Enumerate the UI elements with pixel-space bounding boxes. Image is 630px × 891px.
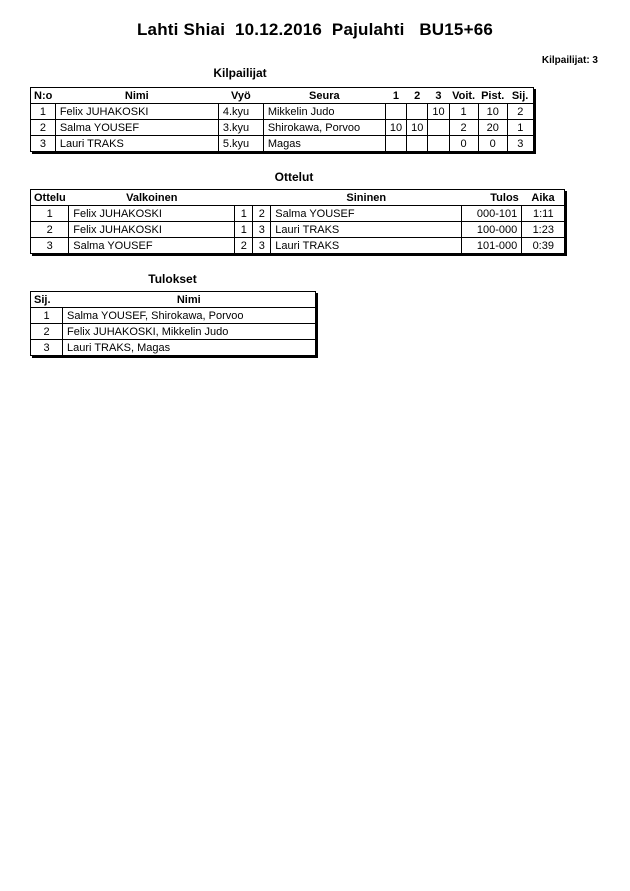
cell-bnum: 2 xyxy=(253,206,271,222)
cell-vyo: 4.kyu xyxy=(218,104,263,120)
tulokset-row xyxy=(31,324,316,340)
cell-c1: 10 xyxy=(385,120,406,136)
kilpailijat-table xyxy=(30,87,534,152)
tulokset-row xyxy=(31,308,316,324)
cell-voit: 2 xyxy=(449,120,478,136)
cell-sij: 3 xyxy=(31,340,63,356)
cell-sij: 1 xyxy=(31,308,63,324)
ottelut-row xyxy=(31,206,565,222)
kilpailijat-header-seura: Seura xyxy=(263,88,385,104)
cell-ottelu: 2 xyxy=(31,222,69,238)
cell-wnum: 2 xyxy=(235,238,253,254)
cell-ottelu: 1 xyxy=(31,206,69,222)
cell-seura: Shirokawa, Porvoo xyxy=(263,120,385,136)
kilpailijat-header-c2: 2 xyxy=(407,88,428,104)
cell-c2: 10 xyxy=(407,120,428,136)
competitors-count: Kilpailijat: 3 xyxy=(541,55,598,66)
tulokset-section xyxy=(0,272,630,356)
kilpailijat-row xyxy=(31,104,534,120)
cell-aika: 1:23 xyxy=(522,222,565,238)
cell-nimi: Salma YOUSEF xyxy=(55,120,218,136)
kilpailijat-header-row xyxy=(31,88,534,104)
cell-c2 xyxy=(407,104,428,120)
cell-c2 xyxy=(407,136,428,152)
ottelut-header-bnum xyxy=(253,190,271,206)
tulokset-table xyxy=(30,291,316,356)
cell-nimi: Salma YOUSEF, Shirokawa, Porvoo xyxy=(63,308,316,324)
cell-pist: 20 xyxy=(478,120,507,136)
cell-valkoinen: Felix JUHAKOSKI xyxy=(69,222,235,238)
cell-aika: 1:11 xyxy=(522,206,565,222)
cell-no: 3 xyxy=(31,136,56,152)
cell-sininen: Lauri TRAKS xyxy=(271,222,462,238)
cell-valkoinen: Salma YOUSEF xyxy=(69,238,235,254)
kilpailijat-row xyxy=(31,120,534,136)
cell-c1 xyxy=(385,104,406,120)
cell-tulos: 100-000 xyxy=(462,222,522,238)
cell-c3 xyxy=(428,136,449,152)
cell-bnum: 3 xyxy=(253,222,271,238)
ottelut-header-ottelu: Ottelu xyxy=(31,190,69,206)
cell-aika: 0:39 xyxy=(522,238,565,254)
cell-sij: 1 xyxy=(507,120,533,136)
ottelut-header-aika: Aika xyxy=(522,190,565,206)
cell-nimi: Felix JUHAKOSKI, Mikkelin Judo xyxy=(63,324,316,340)
cell-nimi: Lauri TRAKS, Magas xyxy=(63,340,316,356)
ottelut-heading: Ottelut xyxy=(274,170,314,184)
cell-no: 1 xyxy=(31,104,56,120)
cell-sininen: Lauri TRAKS xyxy=(271,238,462,254)
cell-sij: 2 xyxy=(31,324,63,340)
cell-nimi: Lauri TRAKS xyxy=(55,136,218,152)
kilpailijat-header-no: N:o xyxy=(31,88,56,104)
kilpailijat-header-pist: Pist. xyxy=(478,88,507,104)
kilpailijat-heading: Kilpailijat xyxy=(213,66,267,80)
cell-nimi: Felix JUHAKOSKI xyxy=(55,104,218,120)
cell-vyo: 5.kyu xyxy=(218,136,263,152)
cell-pist: 10 xyxy=(478,104,507,120)
kilpailijat-header-c1: 1 xyxy=(385,88,406,104)
cell-vyo: 3.kyu xyxy=(218,120,263,136)
cell-bnum: 3 xyxy=(253,238,271,254)
cell-wnum: 1 xyxy=(235,206,253,222)
kilpailijat-row xyxy=(31,136,534,152)
kilpailijat-header-nimi: Nimi xyxy=(55,88,218,104)
cell-voit: 1 xyxy=(449,104,478,120)
ottelut-header-valkoinen: Valkoinen xyxy=(69,190,235,206)
cell-c3 xyxy=(428,120,449,136)
tulokset-header-row xyxy=(31,292,316,308)
cell-sij: 2 xyxy=(507,104,533,120)
ottelut-section xyxy=(0,170,630,254)
tulokset-row xyxy=(31,340,316,356)
cell-valkoinen: Felix JUHAKOSKI xyxy=(69,206,235,222)
cell-c1 xyxy=(385,136,406,152)
tulokset-header-sij: Sij. xyxy=(31,292,63,308)
kilpailijat-header-voit: Voit. xyxy=(449,88,478,104)
ottelut-row xyxy=(31,222,565,238)
cell-sij: 3 xyxy=(507,136,533,152)
cell-tulos: 101-000 xyxy=(462,238,522,254)
page-title: Lahti Shiai 10.12.2016 Pajulahti BU15+66 xyxy=(136,20,494,39)
kilpailijat-header-vyo: Vyö xyxy=(218,88,263,104)
ottelut-header-wnum xyxy=(235,190,253,206)
ottelut-row xyxy=(31,238,565,254)
cell-c3: 10 xyxy=(428,104,449,120)
cell-ottelu: 3 xyxy=(31,238,69,254)
cell-seura: Mikkelin Judo xyxy=(263,104,385,120)
cell-no: 2 xyxy=(31,120,56,136)
ottelut-table xyxy=(30,189,565,254)
tulokset-header-nimi: Nimi xyxy=(63,292,316,308)
kilpailijat-section xyxy=(0,66,630,152)
ottelut-header-sininen: Sininen xyxy=(271,190,462,206)
cell-seura: Magas xyxy=(263,136,385,152)
kilpailijat-header-c3: 3 xyxy=(428,88,449,104)
cell-sininen: Salma YOUSEF xyxy=(271,206,462,222)
kilpailijat-header-sij: Sij. xyxy=(507,88,533,104)
cell-tulos: 000-101 xyxy=(462,206,522,222)
tulokset-heading: Tulokset xyxy=(148,272,197,286)
cell-voit: 0 xyxy=(449,136,478,152)
cell-pist: 0 xyxy=(478,136,507,152)
ottelut-header-row xyxy=(31,190,565,206)
ottelut-header-tulos: Tulos xyxy=(462,190,522,206)
cell-wnum: 1 xyxy=(235,222,253,238)
